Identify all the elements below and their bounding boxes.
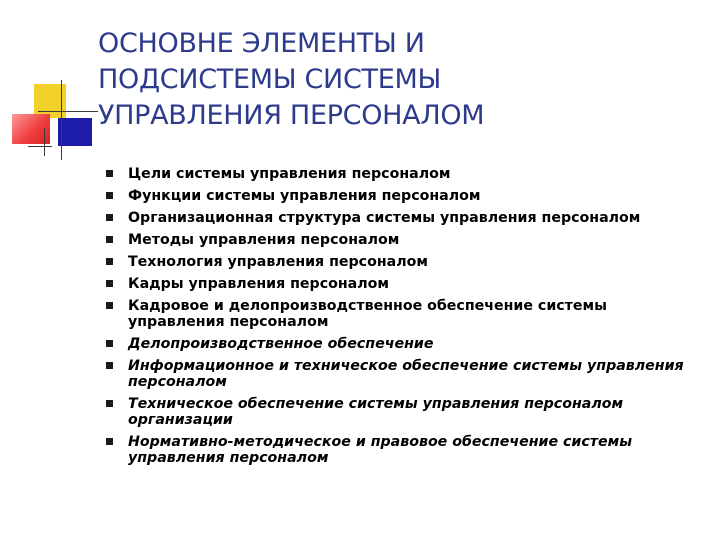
square-bullet-icon [106, 438, 113, 445]
list-item-text: Технология управления персоналом [128, 254, 428, 270]
logo-horizontal-line [38, 111, 98, 112]
list-item-text: Нормативно-методическое и правовое обеспечение системы управления персоналом [128, 434, 633, 466]
square-bullet-icon [106, 192, 113, 199]
list-item [106, 336, 706, 352]
square-bullet-icon [106, 170, 113, 177]
square-bullet-icon [106, 400, 113, 407]
square-bullet-icon [106, 280, 113, 287]
list-item [106, 232, 706, 248]
logo-vertical-line-small [44, 128, 45, 156]
bullet-list [106, 166, 706, 472]
list-item [106, 434, 706, 466]
square-bullet-icon [106, 214, 113, 221]
slide-title-line: ОСНОВНЕ ЭЛЕМЕНТЫ И [98, 28, 425, 59]
list-item-text: Цели системы управления персоналом [128, 166, 451, 182]
list-item-text: Функции системы управления персоналом [128, 188, 481, 204]
square-bullet-icon [106, 340, 113, 347]
list-item [106, 298, 706, 330]
list-item [106, 254, 706, 270]
list-item-text: Делопроизводственное обеспечение [128, 336, 434, 352]
list-item-text: Кадровое и делопроизводственное обеспечение системы управления персоналом [128, 298, 607, 330]
logo-horizontal-line-small [28, 146, 52, 147]
list-item-text: Информационное и техническое обеспечение системы управления персоналом [128, 358, 684, 390]
square-bullet-icon [106, 236, 113, 243]
squares-logo-icon [0, 0, 110, 170]
list-item [106, 358, 706, 390]
slide-title-line: УПРАВЛЕНИЯ ПЕРСОНАЛОМ [98, 100, 485, 131]
logo-blue-square [58, 118, 92, 146]
list-item-text: Методы управления персоналом [128, 232, 400, 248]
list-item [106, 210, 706, 226]
square-bullet-icon [106, 302, 113, 309]
list-item [106, 396, 706, 428]
list-item [106, 188, 706, 204]
list-item-text: Кадры управления персоналом [128, 276, 389, 292]
square-bullet-icon [106, 362, 113, 369]
slide-title [98, 26, 698, 134]
list-item-text: Техническое обеспечение системы управления персоналом организации [128, 396, 624, 428]
list-item [106, 276, 706, 292]
slide-title-line: ПОДСИСТЕМЫ СИСТЕМЫ [98, 64, 441, 95]
list-item-text: Организационная структура системы управления персоналом [128, 210, 641, 226]
list-item [106, 166, 706, 182]
square-bullet-icon [106, 258, 113, 265]
logo-vertical-line [61, 80, 62, 160]
